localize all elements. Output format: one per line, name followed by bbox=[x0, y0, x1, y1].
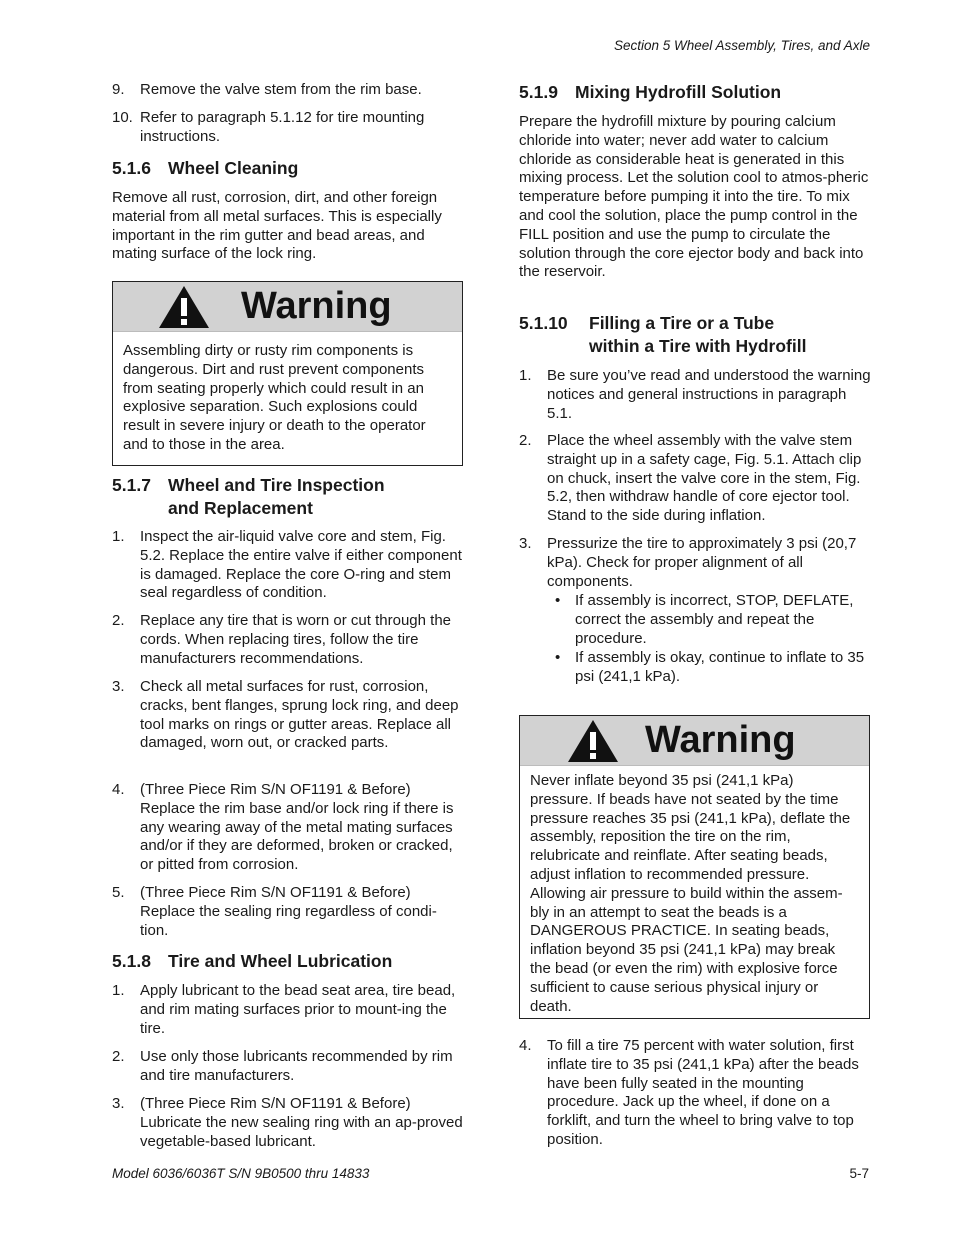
bullet-item: • If assembly is incorrect, STOP, DEFLATE, correct the assembly and repeat the procedure. bbox=[555, 592, 854, 647]
list-item: 1. Be sure you’ve read and understood the warning notices and general instructions in paragraph 5.1. bbox=[519, 367, 871, 422]
page-header: Section 5 Wheel Assembly, Tires, and Axle bbox=[614, 38, 870, 53]
page-number: 5-7 bbox=[849, 1166, 869, 1181]
list-item: 3. (Three Piece Rim S/N OF1191 & Before) Lubricate the new sealing ring with an ap-proved vegetable-based lubricant. bbox=[112, 1095, 463, 1150]
warning-header bbox=[520, 716, 869, 766]
list-item: 1. Inspect the air-liquid valve core and stem, Fig. 5.2. Replace the entire valve if either component is damaged. Replace the core O-ring and stem seal regardless of condition. bbox=[112, 528, 462, 602]
list-item: 3. Pressurize the tire to approximately 3 psi (20,7 kPa). Check for proper alignment of all components. bbox=[519, 535, 857, 590]
warning-text: Assembling dirty or rusty rim components is dangerous. Dirt and rust prevent components from seating properly which could result in an explosive separation. Such explosions could result in severe injury or death to the operator and to those in the area. bbox=[123, 342, 426, 453]
list-item: 2. Place the wheel assembly with the valve stem straight up in a safety cage, Fig. 5.1. Attach clip on chuck, insert the valve core in the stem, Fig. 5.2, then withdraw handle of core ejector tool. Stand to the side during inflation. bbox=[519, 432, 862, 525]
paragraph-wheel-cleaning: Remove all rust, corrosion, dirt, and other foreign material from all metal surfaces. This is especially important in the rim gutter and bead areas, and mating surface of the lock ring. bbox=[112, 189, 442, 263]
list-item: 9. Remove the valve stem from the rim base. bbox=[112, 81, 422, 98]
list-item: 5. (Three Piece Rim S/N OF1191 & Before) Replace the sealing ring regardless of condi-tion. bbox=[112, 884, 437, 939]
list-item: 3. Check all metal surfaces for rust, corrosion, cracks, bent flanges, sprung lock ring, and deep tool marks on rings or gutter areas. Replace all damaged, worn out, or cracked parts. bbox=[112, 678, 459, 752]
list-item: 4. (Three Piece Rim S/N OF1191 & Before) Replace the rim base and/or lock ring if there is any wearing away of the metal mating surfaces and/or if they are deformed, broken or cracked, or pitted from corrosion. bbox=[112, 781, 454, 874]
warning-header bbox=[113, 282, 462, 332]
list-item: 2. Use only those lubricants recommended by rim and tire manufacturers. bbox=[112, 1048, 453, 1084]
section-heading-5-1-9: 5.1.9 Mixing Hydrofill Solution bbox=[519, 82, 782, 102]
warning-box bbox=[519, 715, 870, 1019]
list-item: 2. Replace any tire that is worn or cut through the cords. When replacing tires, follow the tire manufacturers recommendations. bbox=[112, 612, 452, 667]
list-item: 1. Apply lubricant to the bead seat area, tire bead, and rim mating surfaces prior to mount-ing the tire. bbox=[112, 982, 456, 1037]
list-item: 10. Refer to paragraph 5.1.12 for tire mounting instructions. bbox=[112, 109, 425, 145]
bullet-item: • If assembly is okay, continue to inflate to 35 psi (241,1 kPa). bbox=[555, 649, 865, 685]
warning-text: Never inflate beyond 35 psi (241,1 kPa) pressure. If beads have not seated by the time pressure reaches 35 psi (241,1 kPa), deflate the assembly, reposition the tire on the rim, relubricate and reinflate. After seating beads, adjust inflation to recommended pressure. Allowing air pressure to build within the assem-bly in an attempt to seat the beads is a DANGEROUS PRACTICE. In seating beads, inflation beyond 35 psi (241,1 kPa) may break the bead (or even the rim) with explosive force sufficient to cause serious physical injury or death. bbox=[530, 772, 851, 1015]
section-heading-5-1-6: 5.1.6 Wheel Cleaning bbox=[112, 158, 299, 178]
list-item: 4. To fill a tire 75 percent with water solution, first inflate tire to 35 psi (241,1 kPa) after the beads have been fully seated in the mounting procedure. Jack up the wheel, if done on a forklift, and turn the wheel to bring valve to top position. bbox=[519, 1037, 859, 1148]
bullet-icon: • bbox=[555, 592, 561, 609]
warning-triangle-icon bbox=[567, 719, 619, 763]
section-heading-5-1-7: 5.1.7 Wheel and Tire Inspection and Replacement bbox=[112, 475, 385, 518]
warning-title: Warning bbox=[645, 719, 796, 761]
bullet-icon: • bbox=[555, 649, 561, 666]
warning-triangle-icon bbox=[158, 285, 210, 329]
section-heading-5-1-8: 5.1.8 Tire and Wheel Lubrication bbox=[112, 951, 393, 971]
section-heading-5-1-10: 5.1.10 Filling a Tire or a Tube within a Tire with Hydrofill bbox=[519, 313, 807, 356]
warning-title: Warning bbox=[241, 285, 392, 327]
warning-box bbox=[112, 281, 463, 466]
footer-model: Model 6036/6036T S/N 9B0500 thru 14833 bbox=[112, 1166, 370, 1181]
paragraph-mixing-hydrofill: Prepare the hydrofill mixture by pouring calcium chloride into water; never add water to calcium chloride as considerable heat is generated in this mixing process. Let the solution cool to atmos-pheric temperature before pumping it into the tire. To mix and cool the solution, place the pump control in the FILL position and use the pump to circulate the solution through the core ejector body and back into the reservoir. bbox=[519, 113, 869, 281]
